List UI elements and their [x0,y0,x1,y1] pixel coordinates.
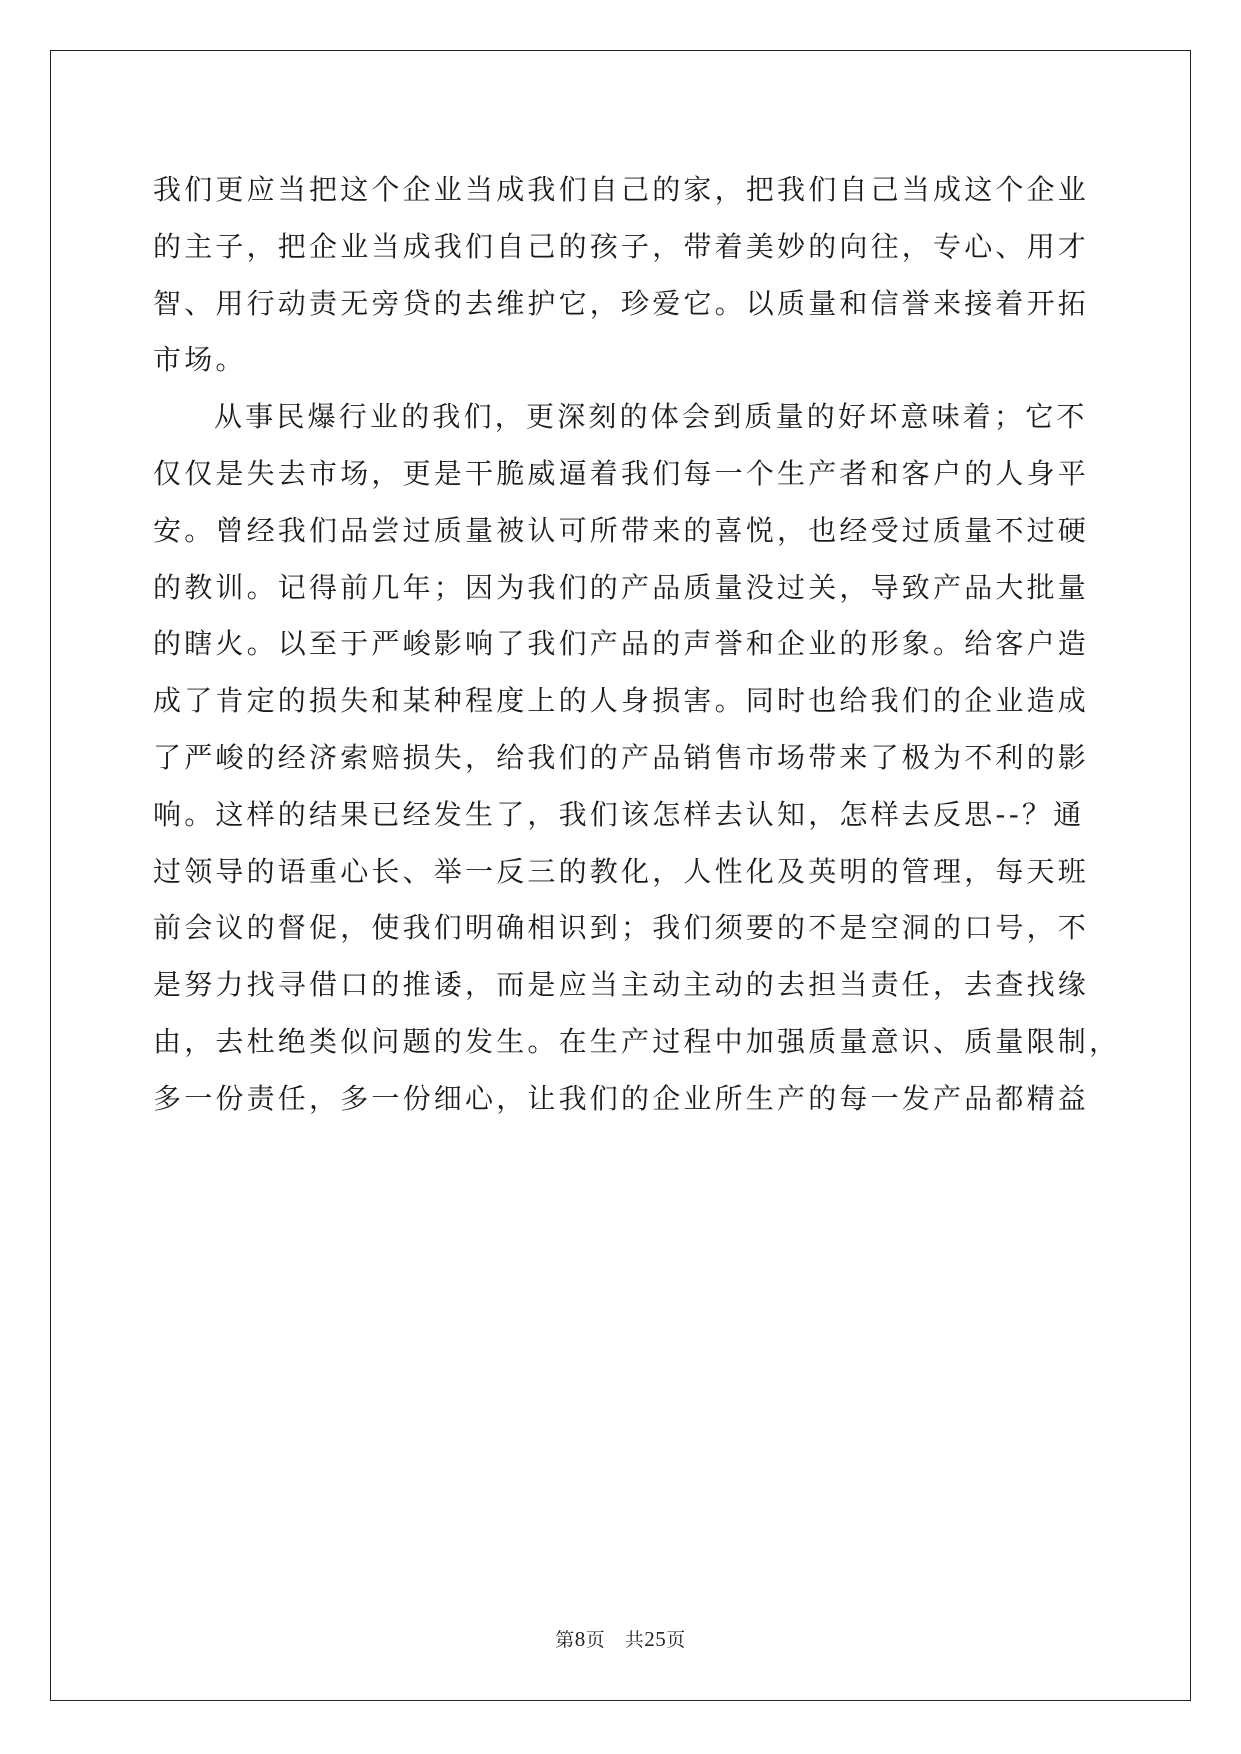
text-line: 前会议的督促，使我们明确相识到；我们须要的不是空洞的口号，不 [153,911,1090,945]
text-line: 多一份责任，多一份细心，让我们的企业所生产的每一发产品都精益 [153,1081,1090,1115]
text-line: 的主子，把企业当成我们自己的孩子，带着美妙的向往，专心、用才 [153,229,1090,263]
text-line: 智、用行动责无旁贷的去维护它，珍爱它。以质量和信誉来接着开拓 [153,286,1090,320]
footer-prefix: 第 [555,1629,575,1651]
total-page-count: 25 [644,1627,667,1651]
text-line: 由，去杜绝类似问题的发生。在生产过程中加强质量意识、质量限制， [153,1024,1121,1058]
paragraph-first-line: 从事民爆行业的我们，更深刻的体会到质量的好坏意味着；它不 [214,400,1088,434]
footer-mid: 页 共 [585,1629,645,1651]
text-line: 市场。 [153,343,247,377]
text-line: 是努力找寻借口的推诿，而是应当主动主动的去担当责任，去查找缘 [153,968,1090,1002]
current-page-number: 8 [574,1627,586,1651]
text-line: 了严峻的经济索赔损失，给我们的产品销售市场带来了极为不利的影 [153,740,1090,774]
text-line: 的瞎火。以至于严峻影响了我们产品的声誉和企业的形象。给客户造 [153,627,1090,661]
text-line: 安。曾经我们品尝过质量被认可所带来的喜悦，也经受过质量不过硬 [153,513,1090,547]
text-line: 响。这样的结果已经发生了，我们该怎样去认知，怎样去反思--？通 [153,797,1085,831]
page-number-footer [0,1625,1241,1652]
text-line: 我们更应当把这个企业当成我们自己的家，把我们自己当成这个企业 [153,173,1090,206]
document-body [153,162,1121,1128]
text-line: 过领导的语重心长、举一反三的教化，人性化及英明的管理，每天班 [153,854,1090,888]
text-line: 仅仅是失去市场，更是干脆威逼着我们每一个生产者和客户的人身平 [153,456,1090,490]
text-line: 的教训。记得前几年；因为我们的产品质量没过关，导致产品大批量 [153,570,1090,604]
footer-suffix: 页 [666,1629,686,1651]
text-line: 成了肯定的损失和某种程度上的人身损害。同时也给我们的企业造成 [153,684,1090,718]
